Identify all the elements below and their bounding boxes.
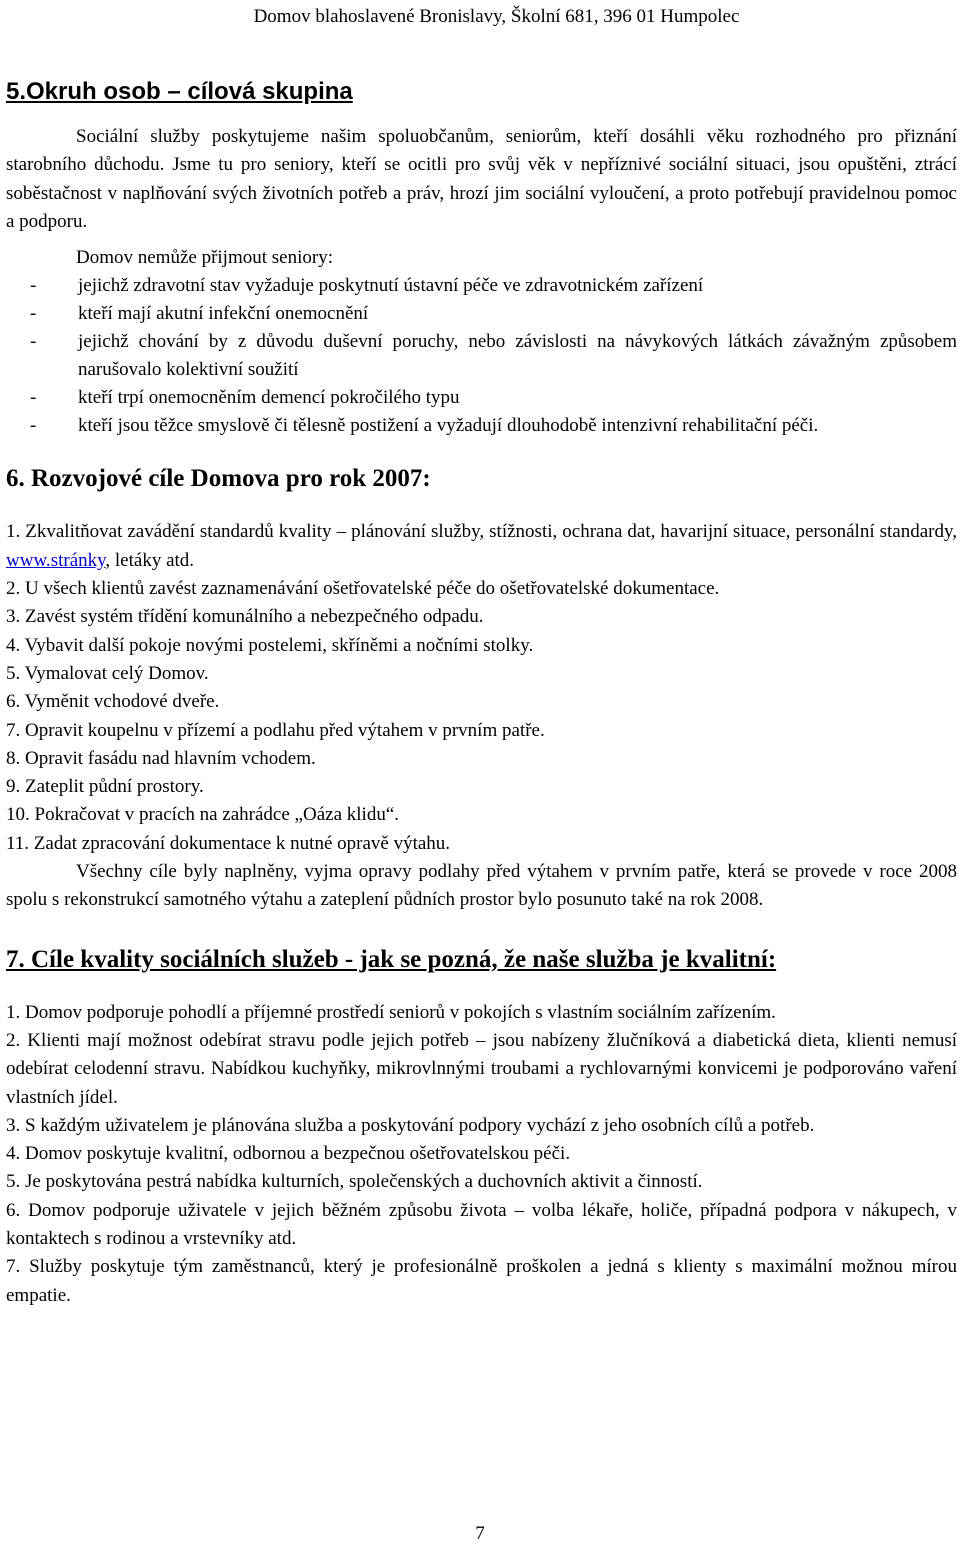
www-link[interactable]: www.stránky: [6, 549, 106, 571]
section-6-title: 6. Rozvojové cíle Domova pro rok 2007:: [6, 465, 431, 493]
dash-marker: -: [30, 415, 37, 437]
section-7-title: 7. Cíle kvality sociálních služeb - jak se pozná, že naše služba je kvalitní:: [6, 945, 777, 973]
list-item: 8. Opravit fasádu nad hlavním vchodem.: [6, 747, 316, 769]
list-item: - jejichž zdravotní stav vyžaduje poskytnutí ústavní péče ve zdravotnickém zařízení: [6, 272, 957, 300]
list-item: - kteří jsou těžce smyslově či tělesně postižení a vyžadují dlouhodobě intenzivní rehabilitační péči.: [6, 412, 957, 440]
list-item: 10. Pokračovat v pracích na zahrádce „Oáza klidu“.: [6, 804, 399, 826]
list-item: 11. Zadat zpracování dokumentace k nutné opravě výtahu.: [6, 832, 451, 854]
list-item: 2. Klienti mají možnost odebírat stravu podle jejich potřeb – jsou nabízeny žlučníková a diabetická dieta, klienti nemusí odebírat celodenní stravu. Nabídkou kuchyňky, mikrovlnnými troubami a rychlovarnými konvicemi je podporováno vaření vlastních jídel.: [6, 1029, 957, 1108]
list-item: 6. Vyměnit vchodové dveře.: [6, 691, 220, 713]
list-item: 3. S každým uživatelem je plánována služba a poskytování podpory vychází z jeho osobních cílů a potřeb.: [6, 1114, 815, 1136]
list-item: 1. Domov podporuje pohodlí a příjemné prostředí seniorů v pokojích s vlastním sociálním zařízením.: [6, 1001, 776, 1023]
document-page: [6, 0, 957, 1310]
list-item: 3. Zavést systém třídění komunálního a nebezpečného odpadu.: [6, 606, 484, 628]
list-item: - kteří mají akutní infekční onemocnění: [6, 300, 957, 328]
cannot-admit-intro: Domov nemůže přijmout seniory:: [76, 247, 333, 269]
goals-2007-list: [6, 518, 957, 858]
list-item: 9. Zateplit půdní prostory.: [6, 776, 204, 798]
list-item: 5. Je poskytována pestrá nabídka kulturních, společenských a duchovních aktivit a činností.: [6, 1171, 703, 1193]
list-item: 4. Domov poskytuje kvalitní, odbornou a bezpečnou ošetřovatelskou péči.: [6, 1143, 571, 1165]
list-item: - kteří trpí onemocněním demencí pokročilého typu: [6, 384, 957, 412]
list-item: 6. Domov podporuje uživatele v jejich běžném způsobu života – volba lékaře, holiče, případná podpora v nákupech, v kontaktech s rodinou a vrstevníky atd.: [6, 1199, 957, 1250]
list-item: 4. Vybavit další pokoje novými postelemi, skříněmi a nočními stolky.: [6, 634, 534, 656]
dash-marker: -: [30, 303, 37, 325]
quality-goals-list: [6, 999, 957, 1310]
list-item: 2. U všech klientů zavést zaznamenávání ošetřovatelské péče do ošetřovatelské dokumentace.: [6, 578, 720, 600]
dash-marker: -: [30, 387, 37, 409]
list-item: 1. Zkvalitňovat zavádění standardů kvality – plánování služby, stížnosti, ochrana dat, havarijní situace, personální standardy, www.stránky, letáky atd.: [6, 521, 957, 571]
page-number: 7: [475, 1523, 485, 1544]
running-header: Domov blahoslavené Bronislavy, Školní 681, 396 01 Humpolec: [253, 6, 740, 27]
dash-marker: -: [30, 331, 37, 353]
cannot-admit-list: [6, 272, 957, 440]
dash-marker: -: [30, 275, 37, 297]
list-item: 7. Služby poskytuje tým zaměstnanců, který je profesionálně proškolen a jedná s klienty s maximální možnou mírou empatie.: [6, 1256, 957, 1306]
goals-summary: Všechny cíle byly naplněny, vyjma opravy podlahy před výtahem v prvním patře, která se provede v roce 2008 spolu s rekonstrukcí samotného výtahu a zateplení půdních prostor bylo posunuto také na rok 2008.: [6, 861, 957, 911]
list-item: 7. Opravit koupelnu v přízemí a podlahu před výtahem v prvním patře.: [6, 719, 545, 741]
list-item: - jejichž chování by z důvodu duševní poruchy, nebo závislosti na návykových látkách závažným způsobem narušovalo kolektivní soužití: [6, 328, 957, 384]
list-item: 5. Vymalovat celý Domov.: [6, 662, 209, 684]
section-5-intro: Sociální služby poskytujeme našim spoluobčanům, seniorům, kteří dosáhli věku rozhodného pro přiznání starobního důchodu. Jsme tu pro seniory, kteří se ocitli pro svůj věk v nepříznivé sociální situaci, jsou opuštěni, ztrácí soběstačnost v naplňování svých životních potřeb a práv, hrozí jim sociální vyloučení, a proto potřebují pravidelnou pomoc a podporu.: [6, 126, 957, 232]
section-5-title: 5.Okruh osob – cílová skupina: [6, 78, 353, 105]
